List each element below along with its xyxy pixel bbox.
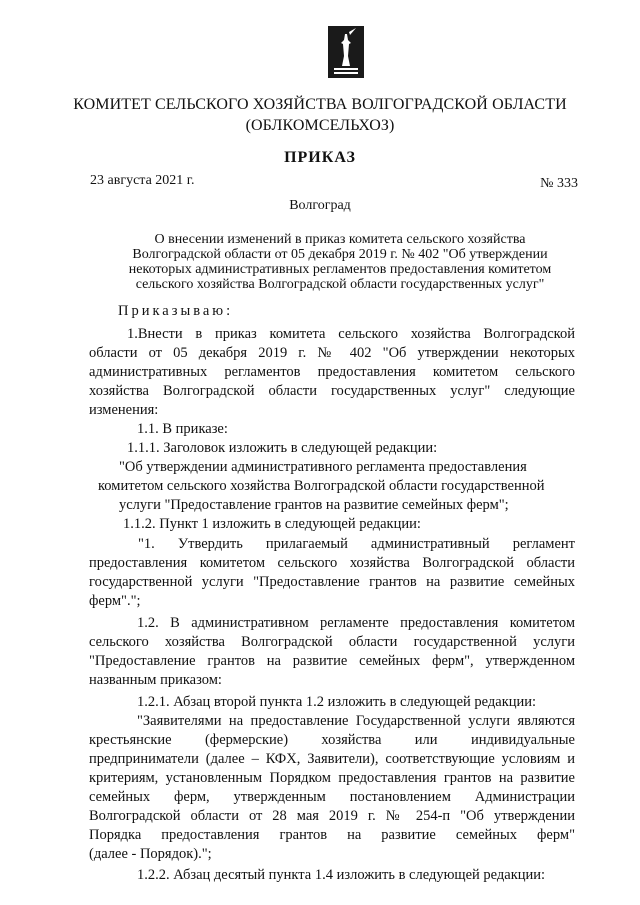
body-line: названным приказом: bbox=[89, 672, 222, 688]
coat-of-arms-icon bbox=[328, 26, 364, 78]
body-line: сельского хозяйства Волгоградской области государственной услуги bbox=[89, 634, 575, 650]
subject-line: сельского хозяйства Волгоградской области государственных услуг" bbox=[135, 277, 545, 292]
organization-abbreviation: (ОБЛКОМСЕЛЬХОЗ) bbox=[245, 117, 395, 134]
document-date: 23 августа 2021 г. bbox=[90, 173, 195, 188]
body-line: "Предоставление грантов на развитие семейных ферм", утвержденном bbox=[89, 653, 575, 669]
orders-heading: Приказываю: bbox=[118, 303, 234, 319]
body-line: семейных ферм, утвержденным постановлением Администрации bbox=[89, 789, 575, 805]
body-line: ферм"."; bbox=[89, 593, 141, 609]
body-line: государственной услуги "Предоставление грантов на развитие семейных bbox=[89, 574, 575, 590]
body-line: (далее - Порядок)."; bbox=[89, 846, 212, 862]
body-line: 1.1. В приказе: bbox=[137, 421, 228, 437]
body-line: Волгоградской области от 28 мая 2019 г. № 254-п "Об утверждении bbox=[89, 808, 575, 824]
body-line: крестьянские (фермерские) хозяйства или индивидуальные bbox=[89, 732, 575, 748]
document-city: Волгоград bbox=[289, 198, 351, 213]
body-line: 1.2.2. Абзац десятый пункта 1.4 изложить в следующей редакции: bbox=[137, 867, 546, 883]
body-line: предоставления комитетом сельского хозяйства Волгоградской области bbox=[89, 555, 575, 571]
body-line: "Заявителями на предоставление Государственной услуги являются bbox=[137, 713, 575, 729]
body-line: 1.2.1. Абзац второй пункта 1.2 изложить в следующей редакции: bbox=[137, 694, 537, 710]
subject-line: Волгоградской области от 05 декабря 2019 г. № 402 "Об утверждении bbox=[132, 247, 548, 262]
body-line: 1.1.1. Заголовок изложить в следующей редакции: bbox=[127, 440, 438, 456]
body-line: административных регламентов предоставления комитетом сельского bbox=[89, 364, 575, 380]
body-line: критериям, установленным Порядком предоставления грантов на развитие bbox=[89, 770, 575, 786]
body-line: изменения: bbox=[89, 402, 159, 418]
document-number: № 333 bbox=[540, 176, 578, 191]
subject-line: О внесении изменений в приказ комитета сельского хозяйства bbox=[154, 232, 526, 247]
subject-line: некоторых административных регламентов предоставления комитетом bbox=[128, 262, 552, 277]
body-line: "1. Утвердить прилагаемый административный регламент bbox=[138, 536, 575, 552]
body-line: 1.2. В административном регламенте предоставления комитетом bbox=[137, 615, 575, 631]
body-line: области от 05 декабря 2019 г. № 402 "Об утверждении некоторых bbox=[89, 345, 575, 361]
organization-name: КОМИТЕТ СЕЛЬСКОГО ХОЗЯЙСТВА ВОЛГОГРАДСКОЙ ОБЛАСТИ bbox=[73, 96, 567, 113]
body-line: Порядка предоставления грантов на развитие семейных ферм" bbox=[89, 827, 575, 843]
body-line: комитетом сельского хозяйства Волгоградской области государственной bbox=[98, 478, 545, 494]
body-line: услуги "Предоставление грантов на развитие семейных ферм"; bbox=[119, 497, 509, 513]
document-type: ПРИКАЗ bbox=[284, 149, 356, 166]
body-line: 1.1.2. Пункт 1 изложить в следующей редакции: bbox=[123, 516, 421, 532]
body-line: предприниматели (далее – КФХ, Заявители), соответствующие условиям и bbox=[89, 751, 575, 767]
body-line: 1.Внести в приказ комитета сельского хозяйства Волгоградской bbox=[127, 326, 575, 342]
document-subject bbox=[100, 232, 580, 292]
body-line: "Об утверждении административного регламента предоставления bbox=[119, 459, 527, 475]
body-line: хозяйства Волгоградской области государственных услуг" следующие bbox=[89, 383, 575, 399]
